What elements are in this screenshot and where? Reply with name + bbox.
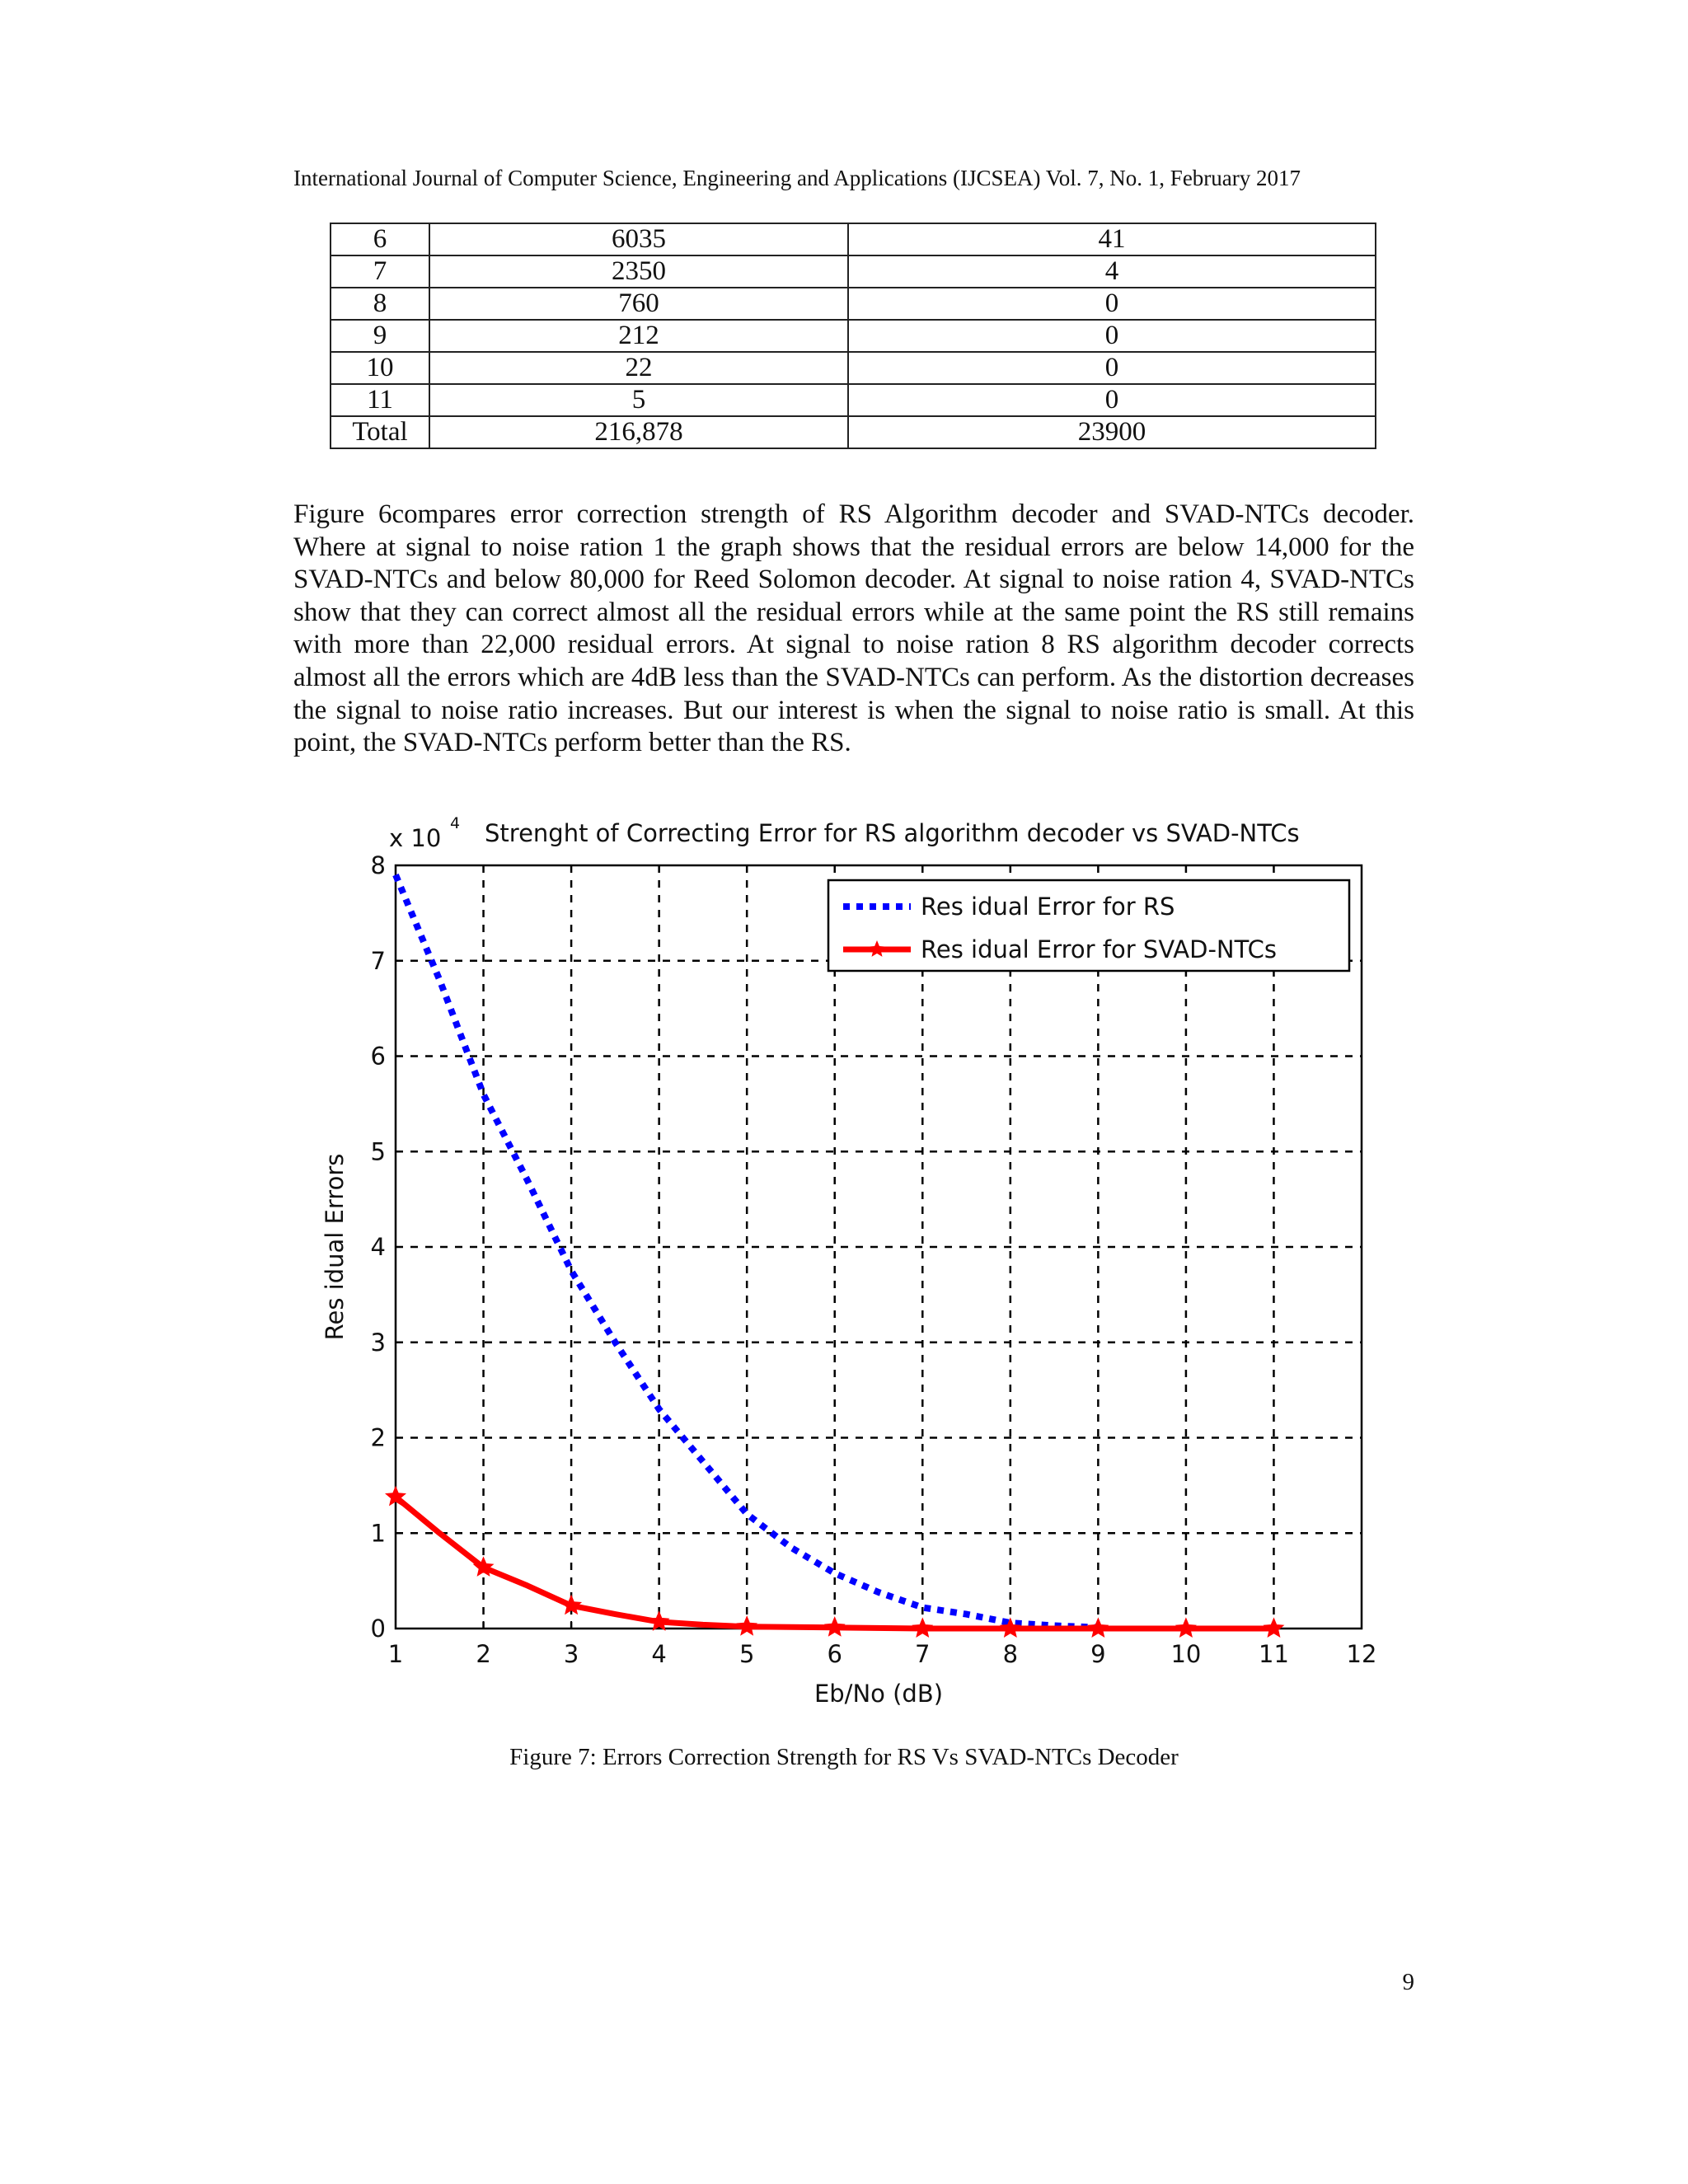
y-axis-label: Res idual Errors (321, 1153, 349, 1341)
x-tick-label: 4 (651, 1640, 667, 1668)
table-cell: 0 (848, 352, 1376, 384)
x-tick-label: 10 (1170, 1640, 1202, 1668)
table-row (331, 255, 1376, 288)
legend-label: Res idual Error for SVAD-NTCs (921, 935, 1277, 963)
results-table (330, 223, 1376, 449)
table-cell: 6 (331, 223, 429, 255)
body-paragraph: Figure 6compares error correction strength of RS Algorithm decoder and SVAD-NTCs decoder. Where at signal to noise ration 1 the graph shows that the residual errors are below 14,000 for the SVAD-NTCs and below 80,000 for Reed Solomon decoder. At signal to noise ration 4, SVAD-NTCs show that they can correct almost all the residual errors while at the same point the RS still remains with more than 22,000 residual errors. At signal to noise ration 8 RS algorithm decoder corrects almost all the errors which are 4dB less than the SVAD-NTCs can perform. As the distortion decreases the signal to noise ratio increases. But our interest is when the signal to noise ratio is small. At this point, the SVAD-NTCs perform better than the RS. (293, 499, 1414, 758)
table-cell: Total (331, 416, 429, 448)
table-cell: 9 (331, 320, 429, 352)
table-row (331, 384, 1376, 416)
figure-caption: Figure 7: Errors Correction Strength for RS Vs SVAD-NTCs Decoder (509, 1744, 1179, 1770)
table-cell: 5 (429, 384, 848, 416)
y-multiplier: x 10 (389, 824, 442, 852)
table-row (331, 416, 1376, 448)
y-tick-label: 6 (370, 1042, 386, 1071)
table-cell: 10 (331, 352, 429, 384)
table-cell: 41 (848, 223, 1376, 255)
x-tick-label: 1 (387, 1640, 404, 1668)
page-number: 9 (1402, 1969, 1414, 1995)
y-tick-label: 3 (370, 1328, 386, 1357)
y-tick-label: 4 (370, 1233, 386, 1261)
chart-svg (305, 804, 1401, 1722)
y-tick-label: 2 (370, 1423, 386, 1452)
x-tick-label: 3 (563, 1640, 579, 1668)
table-cell: 23900 (848, 416, 1376, 448)
x-tick-label: 5 (738, 1640, 755, 1668)
table-cell: 0 (848, 320, 1376, 352)
y-tick-label: 7 (370, 946, 386, 975)
table-cell: 11 (331, 384, 429, 416)
y-multiplier-exponent: 4 (450, 814, 461, 832)
table-cell: 7 (331, 255, 429, 288)
x-axis-label: Eb/No (dB) (814, 1680, 944, 1708)
x-tick-label: 6 (827, 1640, 842, 1668)
table-row (331, 320, 1376, 352)
table-row (331, 352, 1376, 384)
table-cell: 2350 (429, 255, 848, 288)
x-tick-label: 11 (1259, 1640, 1289, 1668)
y-tick-label: 8 (370, 851, 386, 879)
figure-7-chart (305, 804, 1401, 1722)
table-cell: 216,878 (429, 416, 848, 448)
x-tick-label: 7 (915, 1640, 931, 1668)
table-cell: 4 (848, 255, 1376, 288)
table-cell: 760 (429, 288, 848, 320)
table-row (331, 288, 1376, 320)
legend-label: Res idual Error for RS (921, 893, 1175, 921)
y-tick-label: 1 (370, 1519, 386, 1548)
table-row (331, 223, 1376, 255)
table-cell: 22 (429, 352, 848, 384)
table-cell: 6035 (429, 223, 848, 255)
x-tick-label: 12 (1346, 1640, 1377, 1668)
x-tick-label: 9 (1090, 1640, 1106, 1668)
x-tick-label: 8 (1002, 1640, 1019, 1668)
table-cell: 0 (848, 384, 1376, 416)
y-tick-label: 0 (370, 1615, 386, 1643)
x-tick-label: 2 (476, 1640, 491, 1668)
table-cell: 0 (848, 288, 1376, 320)
table-cell: 8 (331, 288, 429, 320)
table-cell: 212 (429, 320, 848, 352)
journal-header: International Journal of Computer Science, Engineering and Applications (IJCSEA) Vol. 7, No. 1, February 2017 (293, 166, 1301, 190)
chart-title: Strenght of Correcting Error for RS algorithm decoder vs SVAD-NTCs (485, 819, 1300, 847)
y-tick-label: 5 (370, 1137, 386, 1166)
